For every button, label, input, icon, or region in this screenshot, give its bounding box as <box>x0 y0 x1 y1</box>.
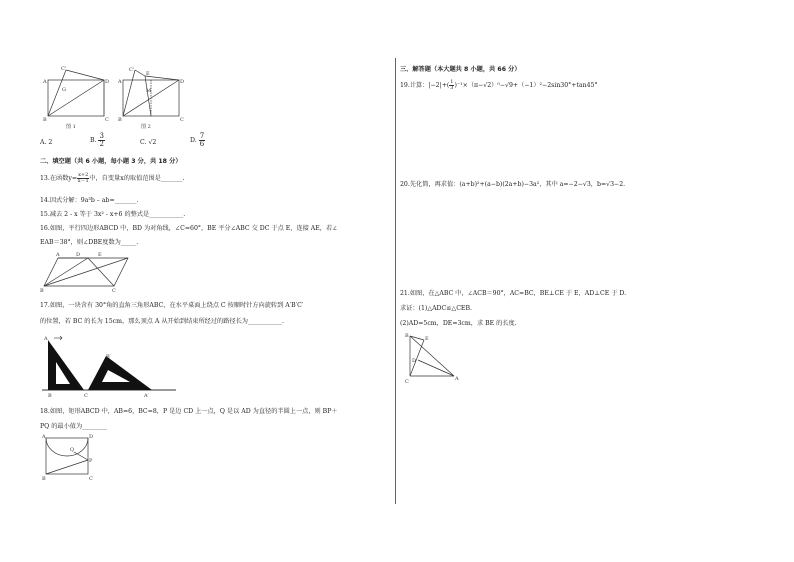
choice-c <box>140 139 156 146</box>
choice-c-prefix: C. <box>140 139 147 146</box>
fig21-label-a: A <box>455 376 459 382</box>
question-21-line-2: 求证：(1)△ADC≌△CEB. <box>400 305 472 312</box>
fig21-label-c: C <box>405 379 409 385</box>
q13-denominator: x－1 <box>77 178 89 184</box>
q19-numerator: 1 <box>450 79 454 85</box>
question-17-line-1: 17.如图，一块含有 30°角的直角三角形ABC，在水平桌面上绕点 C 按顺时针方向旋转到 A′B′C′ <box>40 302 304 309</box>
choice-a <box>40 139 52 146</box>
fig1-label-g: G <box>62 87 66 93</box>
fig18-label-a: A <box>42 434 46 440</box>
choice-d <box>190 133 205 148</box>
fig16-label-c: C <box>112 288 116 294</box>
choice-b-denominator: 2 <box>99 140 104 148</box>
fig2-label-c: C <box>180 117 184 123</box>
fig2-label-d: D <box>180 79 185 85</box>
question-15: 15.减去 2 - x 等于 3x² - x+6 的整式是___________. <box>40 211 186 218</box>
choice-b-numerator: 3 <box>99 132 104 140</box>
section-3-heading: 三、解答题（本大题共 8 小题，共 66 分） <box>400 66 521 73</box>
fig2-caption: 图 2 <box>141 124 151 130</box>
fig2-label-cprime: C' <box>129 67 135 73</box>
choice-b-fraction <box>98 133 104 148</box>
fig2-label-b: B <box>118 117 122 123</box>
question-18-line-1: 18.如图，矩形ABCD 中，AB=6，BC=8，P 是边 CD 上一点，Q 是以 AD 为直径的半圆上一点，则 BP＋ <box>40 408 338 415</box>
fig16-label-d: D <box>76 252 81 258</box>
figure-16-parallelogram <box>40 250 140 294</box>
choice-d-fraction <box>199 133 205 148</box>
question-16-line-1: 16.如图，平行四边形ABCD 中，BD 为对角线，∠C=60°，BE 平分∠ABC 交 DC 于点 E，连接 AE，若∠ <box>40 225 338 232</box>
fig21-label-d: D <box>412 358 417 364</box>
q19-denominator: 3 <box>450 85 454 91</box>
fig17-label-b: B <box>48 393 52 399</box>
fig18-label-q: Q <box>70 447 75 453</box>
choice-d-numerator: 7 <box>199 132 205 140</box>
question-20: 20.先化简，再求值：(a+b)²+(a−b)(2a+b)−3a²，其中 a=−2−√3，b=√3−2. <box>400 181 626 188</box>
question-21-line-1: 21.如图，在△ABC 中，∠ACB＝90°，AC=BC，BE⊥CE 于 E，AD⊥CE 于 D. <box>400 290 627 297</box>
q13-fraction <box>77 173 89 184</box>
fig17-label-c: C <box>84 393 88 399</box>
choice-c-value: √2 <box>148 139 157 146</box>
question-21-line-3: (2)AD=5cm，DE=3cm，求 BE 的长度. <box>400 320 517 327</box>
fig1-label-b: B <box>43 117 47 123</box>
figure-21-triangle <box>402 332 464 386</box>
fig17-label-bprime: B′ <box>106 354 111 360</box>
fig18-label-c: C <box>89 476 93 482</box>
choice-a-text: A. 2 <box>40 139 53 146</box>
q19-prefix: 19.计算：|−2|+( <box>400 82 450 89</box>
fig18-label-d: D <box>89 434 94 440</box>
fig18-label-b: B <box>42 476 46 482</box>
fig1-label-cprime: C' <box>61 66 67 72</box>
question-19 <box>400 80 598 91</box>
choice-d-denominator: 6 <box>199 140 205 148</box>
question-13 <box>40 173 184 184</box>
fig2-label-a: A <box>118 79 122 85</box>
fig1-label-d: D <box>105 79 110 85</box>
choice-b <box>90 133 105 148</box>
fig21-label-e: E <box>425 336 429 342</box>
question-17-line-2: 的位置，若 BC 的长为 15cm，那么顶点 A 从开始到结束所经过的路径长为___________. <box>40 318 284 325</box>
fig1-label-a: A <box>43 79 47 85</box>
fig16-label-b: B <box>40 288 44 294</box>
q13-suffix: 中，自变量x的取值范围是_______. <box>89 175 185 182</box>
q13-numerator: x+2 <box>78 172 89 178</box>
fig16-label-a: A <box>56 252 60 258</box>
fig16-label-e: E <box>98 252 102 258</box>
q13-prefix: 13.在函数y= <box>40 175 78 182</box>
fig17-label-aprime: A′ <box>144 393 149 399</box>
fig1-label-c: C <box>105 117 109 123</box>
choice-b-prefix: B. <box>90 137 97 144</box>
figure-1 <box>40 66 110 130</box>
fig2-label-m: M <box>146 88 152 94</box>
choice-d-prefix: D. <box>190 137 197 144</box>
q19-suffix: )⁻¹×（π−√2）⁰−√9+（−1）²−2sin30°+tan45° <box>454 82 598 89</box>
fig21-label-b: B <box>405 333 409 339</box>
fig18-label-p: P <box>89 458 93 464</box>
fig1-caption: 图 1 <box>66 124 76 130</box>
fig2-label-e: E <box>146 71 150 77</box>
fig17-label-a: A <box>44 336 48 342</box>
column-divider <box>395 58 396 504</box>
figure-2 <box>115 66 187 130</box>
question-14: 14.因式分解：9a³b – ab=_______. <box>40 197 139 204</box>
figure-18-rectangle <box>40 432 96 482</box>
section-2-heading: 二、填空题（共 6 小题，每小题 3 分，共 18 分） <box>40 158 182 165</box>
figure-17-triangles <box>40 332 180 398</box>
question-18-line-2: PQ 的最小值为________ <box>40 423 107 430</box>
question-16-line-2: EAB＝38°，则∠DBE度数为_____. <box>40 239 139 246</box>
